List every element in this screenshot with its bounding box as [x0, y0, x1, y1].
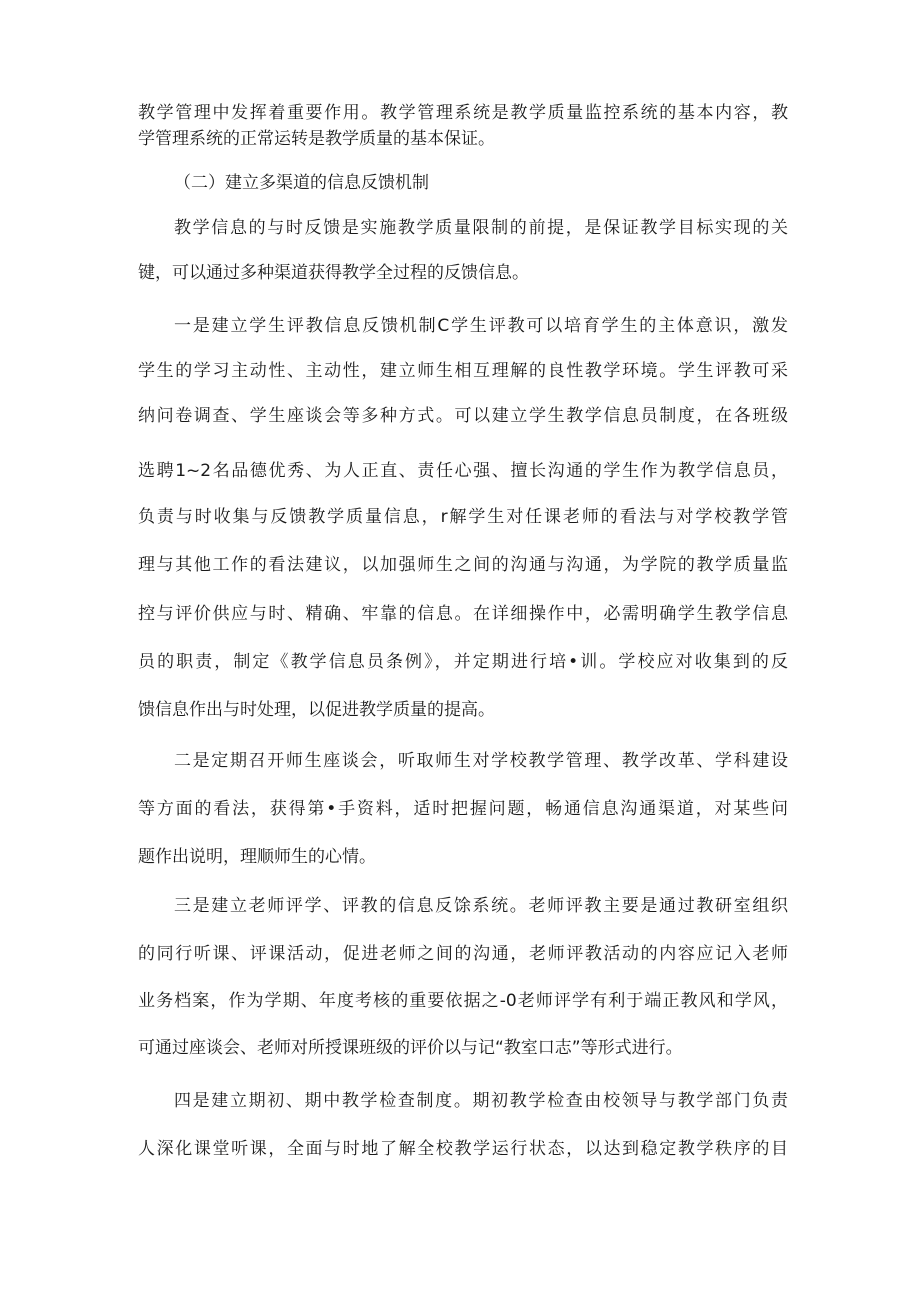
- intro-line-2: 学管理系统的正常运转是教学质量的基本保证。: [138, 129, 495, 149]
- paragraph-2-line-5: 负责与时收集与反馈教学质量信息，r解学生对任课老师的看法与对学校教学管: [138, 507, 788, 527]
- paragraph-3-line-1: 二是定期召开师生座谈会，听取师生对学校教学管理、教学改革、学科建设: [174, 751, 788, 771]
- paragraph-2-line-7: 控与评价供应与时、精确、牢靠的信息。在详细操作中，必需明确学生教学信息: [138, 604, 788, 624]
- paragraph-2-line-8: 员的职责，制定《教学信息员条例》，并定期进行培•训。学校应对收集到的反: [138, 652, 788, 672]
- paragraph-2-line-3: 纳问卷调查、学生座谈会等多种方式。可以建立学生教学信息员制度，在各班级: [138, 406, 788, 426]
- paragraph-4-line-3: 业务档案，作为学期、年度考核的重要依据之-0老师评学有利于端正教风和学风，: [138, 991, 788, 1011]
- paragraph-3-line-3: 题作出说明，理顺师生的心情。: [138, 847, 376, 867]
- paragraph-1-line-1: 教学信息的与时反馈是实施教学质量限制的前提，是保证教学目标实现的关: [174, 218, 788, 238]
- paragraph-2-line-4: 选聘1~2名品德优秀、为人正直、责任心强、擅长沟通的学生作为教学信息员，: [138, 461, 788, 481]
- paragraph-2-line-6: 理与其他工作的看法建议，以加强师生之间的沟通与沟通，为学院的教学质量监: [138, 555, 788, 575]
- intro-line-1: 教学管理中发挥着重要作用。教学管理系统是教学质量监控系统的基本内容，教: [138, 103, 788, 123]
- paragraph-2-line-1: 一是建立学生评教信息反馈机制C学生评教可以培育学生的主体意识，激发: [174, 316, 788, 336]
- paragraph-1-line-2: 键，可以通过多种渠道获得教学全过程的反馈信息。: [138, 263, 529, 283]
- section-heading: （二）建立多渠道的信息反馈机制: [174, 173, 429, 193]
- paragraph-3-line-2: 等方面的看法，获得第•手资料，适时把握问题，畅通信息沟通渠道，对某些问: [138, 799, 788, 819]
- paragraph-4-line-1: 三是建立老师评学、评教的信息反馀系统。老师评教主要是通过教研室组织: [174, 896, 788, 916]
- paragraph-5-line-1: 四是建立期初、期中教学检查制度。期初教学检查由校领导与教学部门负责: [174, 1091, 788, 1111]
- paragraph-5-line-2: 人深化课堂听课，全面与时地了解全校教学运行状态，以达到稳定教学秩序的目: [138, 1139, 788, 1159]
- paragraph-2-line-2: 学生的学习主动性、主动性，建立师生相互理解的良性教学环境。学生评教可采: [138, 361, 788, 381]
- paragraph-2-line-9: 馈信息作出与时处理，以促进教学质量的提高。: [138, 700, 495, 720]
- paragraph-4-line-2: 的同行听课、评课活动，促进老师之间的沟通，老师评教活动的内容应记入老师: [138, 944, 788, 964]
- paragraph-4-line-4: 可通过座谈会、老师对所授课班级的评价以与记“教室口志”等形式进行。: [138, 1038, 683, 1058]
